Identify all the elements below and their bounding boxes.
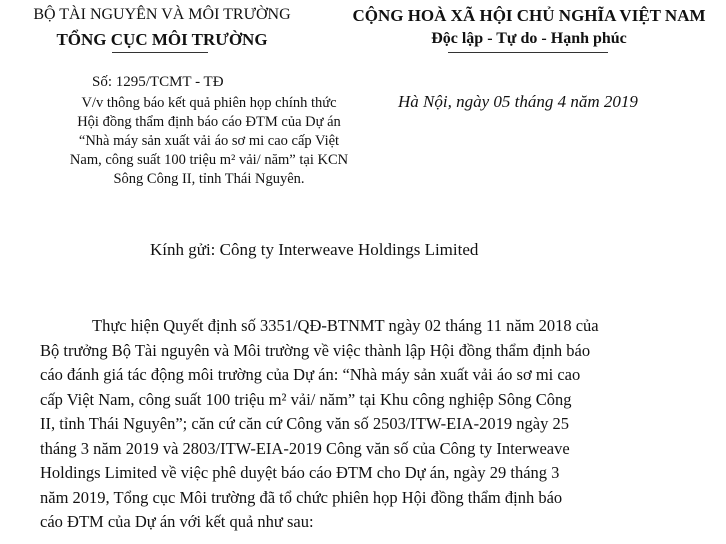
body-line: cáo đánh giá tác động môi trường của Dự án: “Nhà máy sản xuất vải áo sơ mi cao	[40, 365, 581, 384]
body-paragraph	[40, 314, 704, 535]
body-line: cáo ĐTM của Dự án với kết quả như sau:	[40, 512, 314, 531]
body-line: Thực hiện Quyết định số 3351/QĐ-BTNMT ngày 02 tháng 11 năm 2018 của	[92, 316, 599, 335]
subject-line: V/v thông báo kết quả phiên họp chính thức	[81, 95, 337, 111]
subject-line: Hội đồng thẩm định báo cáo ĐTM của Dự án	[77, 114, 341, 130]
republic-name: CỘNG HOÀ XÃ HỘI CHỦ NGHĨA VIỆT NAM	[352, 6, 706, 25]
national-motto: Độc lập - Tự do - Hạnh phúc	[431, 30, 627, 47]
body-line: tháng 3 năm 2019 và 2803/ITW-EIA-2019 Công văn số của Công ty Interweave	[40, 438, 570, 458]
body-line: Holdings Limited về việc phê duyệt báo cáo ĐTM cho Dự án, ngày 29 tháng 3	[40, 463, 560, 482]
ministry-name: BỘ TÀI NGUYÊN VÀ MÔI TRƯỜNG	[33, 6, 291, 23]
body-line: Bộ trưởng Bộ Tài nguyên và Môi trường về việc thành lập Hội đồng thẩm định báo	[40, 340, 591, 360]
subject-line: Nam, công suất 100 triệu m² vải/ năm” tại KCN	[69, 152, 349, 168]
subject-block	[64, 94, 354, 189]
subject-line: “Nhà máy sản xuất vải áo sơ mi cao cấp Việt	[78, 133, 340, 149]
greeting: Kính gửi: Công ty Interweave Holdings Limited	[150, 240, 479, 259]
document-number: Số: 1295/TCMT - TĐ	[92, 74, 224, 90]
subject-line: Sông Công II, tỉnh Thái Nguyên.	[113, 171, 305, 187]
agency-underline	[112, 52, 208, 53]
agency-name: TỔNG CỤC MÔI TRƯỜNG	[56, 30, 268, 49]
place-date: Hà Nội, ngày 05 tháng 4 năm 2019	[398, 92, 638, 111]
motto-underline	[448, 52, 608, 53]
body-line: II, tỉnh Thái Nguyên”; căn cứ căn cứ Công văn số 2503/ITW-EIA-2019 ngày 25	[40, 414, 569, 433]
body-line: cấp Việt Nam, công suất 100 triệu m² vải/ năm” tại Khu công nghiệp Sông Công	[40, 389, 572, 409]
body-line: năm 2019, Tổng cục Môi trường đã tổ chức phiên họp Hội đồng thẩm định báo	[40, 487, 563, 507]
